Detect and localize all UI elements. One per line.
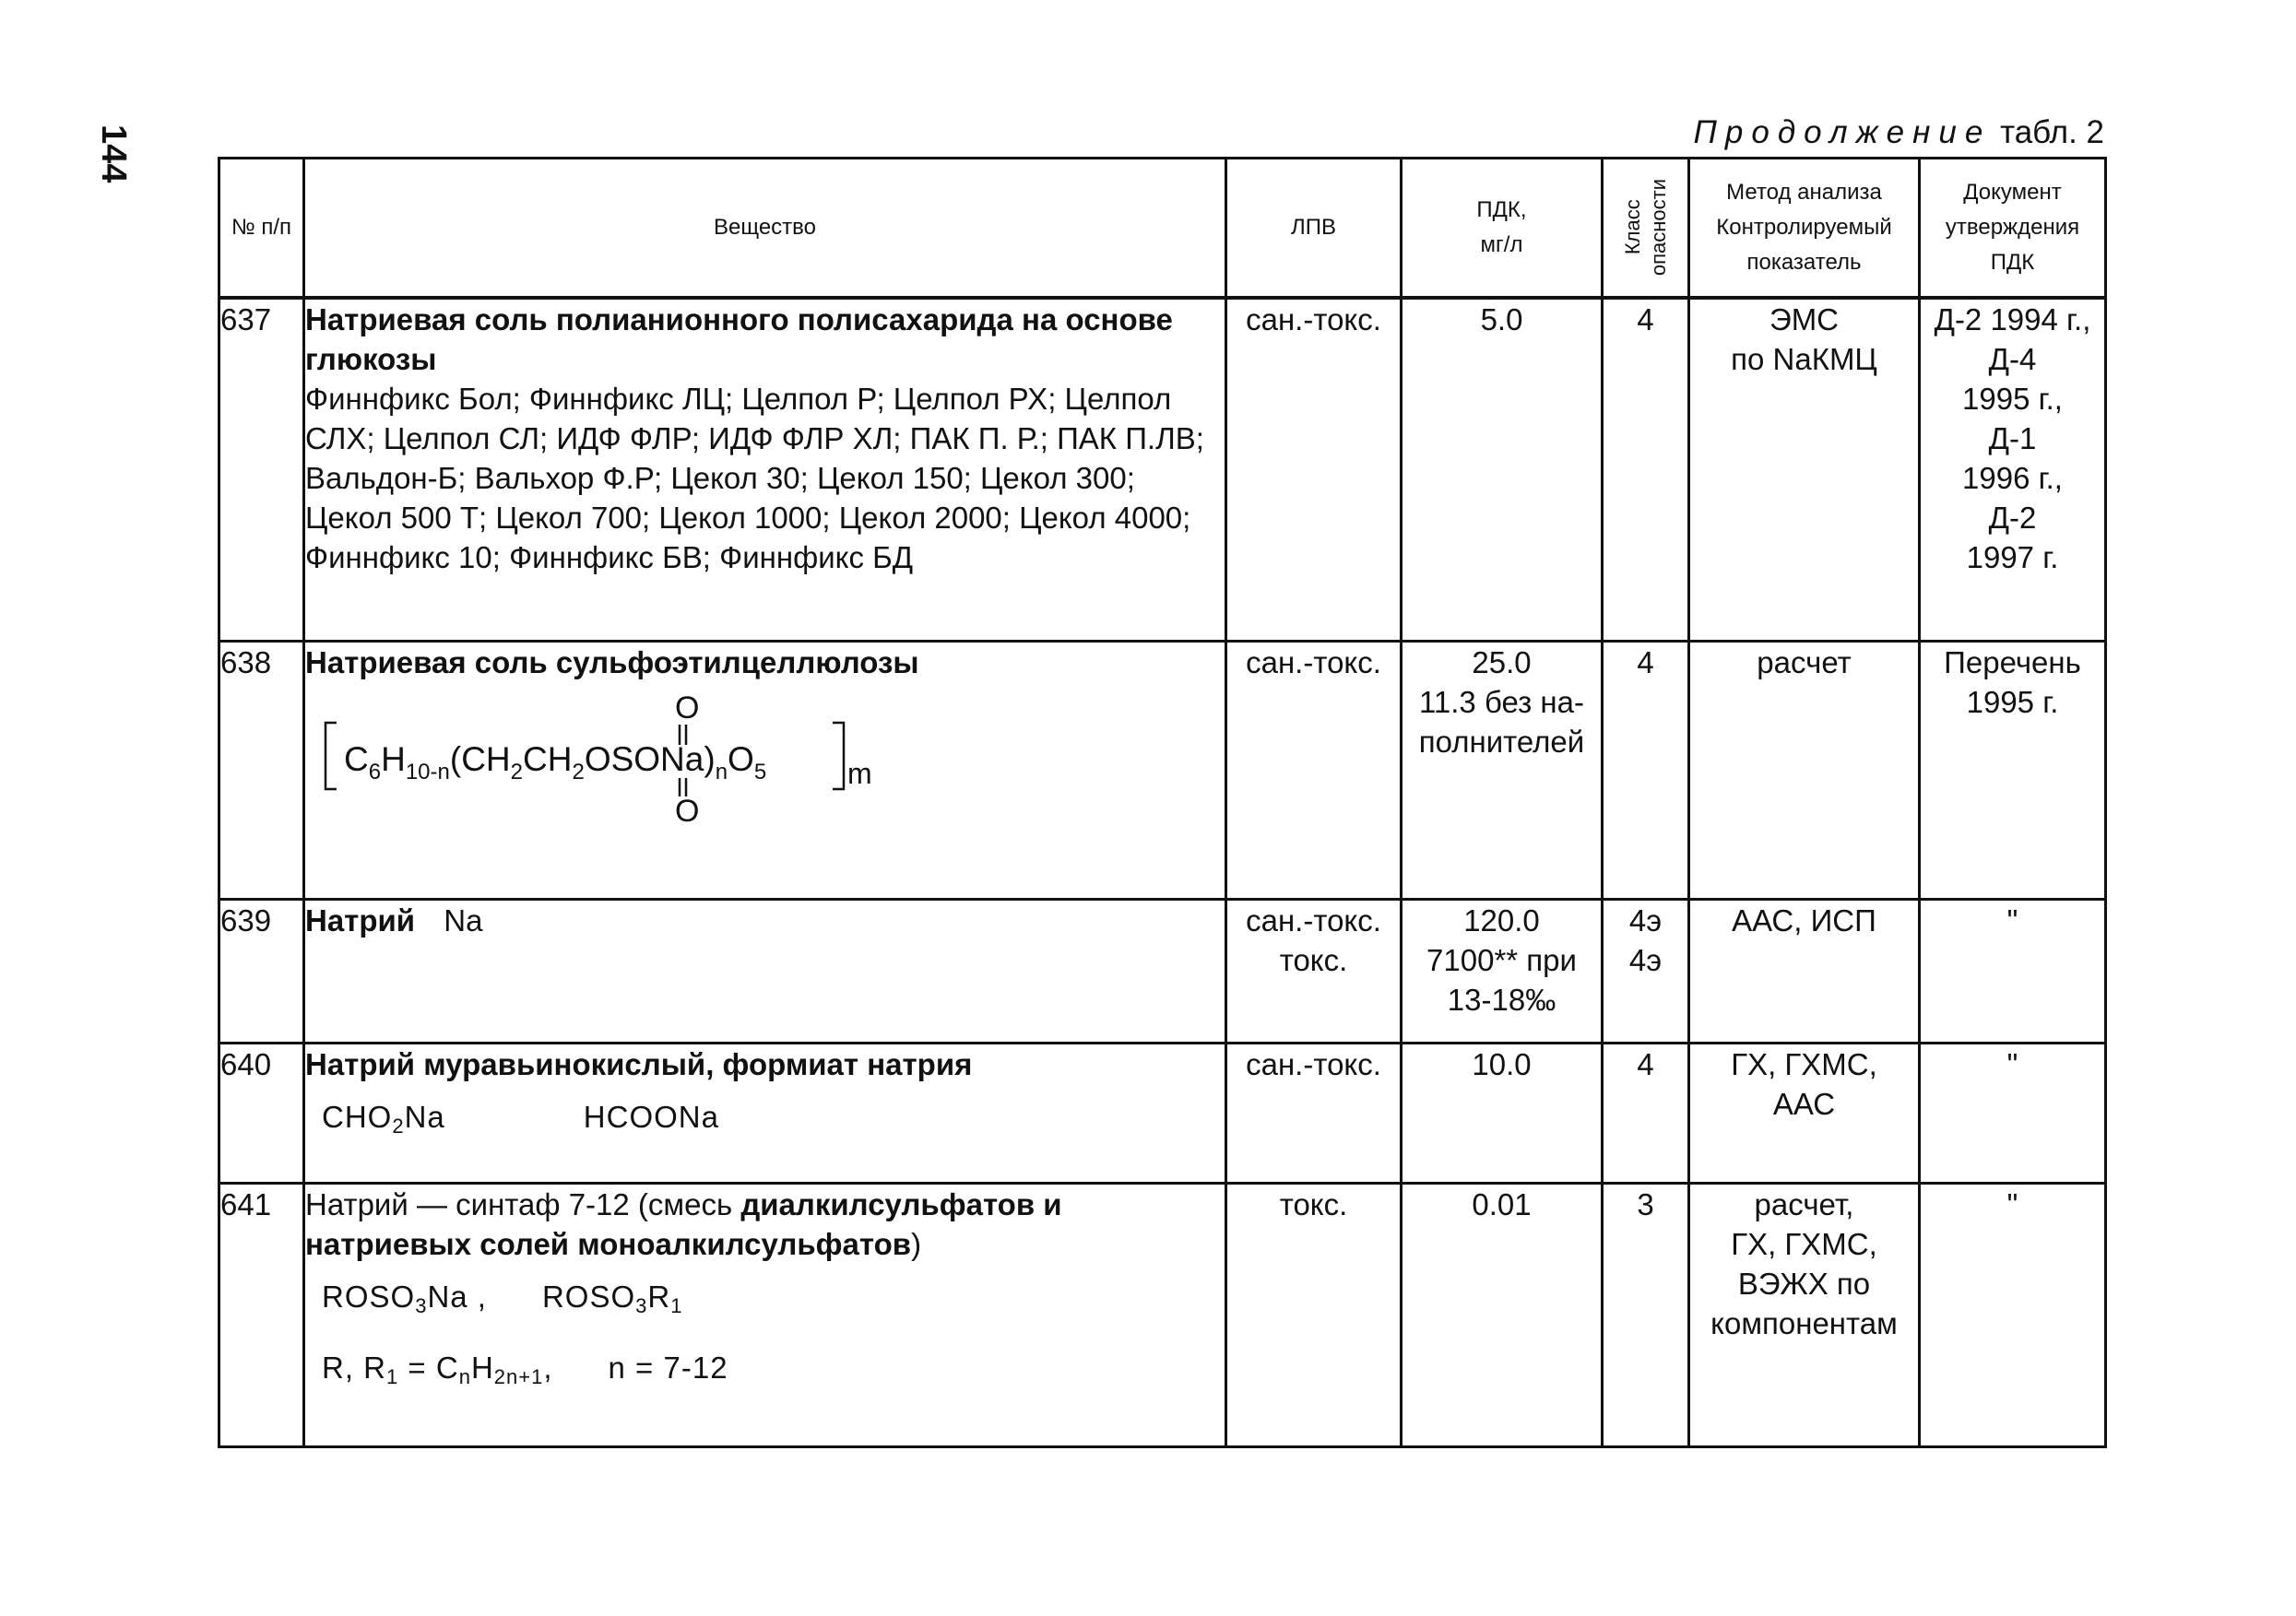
chemical-symbol: Na bbox=[444, 902, 483, 938]
method-line: по NaКМЦ bbox=[1731, 342, 1877, 376]
formula-empirical: $CHO_2Na$ bbox=[322, 1099, 445, 1138]
header-doc-line3: ПДК bbox=[1990, 250, 2035, 275]
page-number: 144 bbox=[94, 124, 133, 183]
substance-name: Натриевая соль сульфоэтилцеллюлозы bbox=[305, 644, 919, 679]
document-cell-ditto: " bbox=[1920, 899, 2106, 1043]
substance-name: Натрий — синтаф 7-12 (смесь диалкилсульфатов и натриевых солей моноалкилсульфатов) bbox=[305, 1186, 1062, 1261]
header-num: № п/п bbox=[219, 159, 304, 299]
lpv-cell: сан.-токс. bbox=[1226, 641, 1402, 899]
substance-name: Натриевая соль полианионного полисахарида на основе глюкозы bbox=[305, 302, 1173, 376]
substances-table bbox=[218, 157, 2107, 1448]
header-doc-line2: утверждения bbox=[1945, 215, 2080, 240]
pdk-cell bbox=[1402, 641, 1603, 899]
header-hazard-line2: опасности bbox=[1646, 179, 1670, 277]
lpv-cell bbox=[1226, 899, 1402, 1043]
document-line: Перечень bbox=[1944, 644, 2081, 679]
formula-line bbox=[305, 1277, 1225, 1316]
hazard-cell bbox=[1603, 899, 1689, 1043]
table-header-row bbox=[219, 159, 2106, 299]
formula-line bbox=[305, 1097, 1225, 1137]
row-number: 639 bbox=[219, 899, 304, 1043]
method-cell bbox=[1689, 1183, 1920, 1446]
formula-bracket-left bbox=[325, 723, 337, 789]
hazard-cell: 3 bbox=[1603, 1183, 1689, 1446]
hazard-cell: 4 bbox=[1603, 1043, 1689, 1183]
method-line: ВЭЖХ по bbox=[1737, 1266, 1871, 1301]
substance-cell bbox=[304, 641, 1226, 899]
hazard-cell: 4 bbox=[1603, 641, 1689, 899]
formula-subscript-m: m bbox=[847, 756, 872, 790]
header-substance: Вещество bbox=[304, 159, 1226, 299]
table-row bbox=[219, 641, 2106, 899]
method-cell bbox=[1689, 1043, 1920, 1183]
lpv-line: токс. bbox=[1279, 942, 1348, 977]
header-method bbox=[1689, 159, 1920, 299]
formula-monoalkyl: $ROSO_3R_1$ bbox=[541, 1279, 683, 1317]
lpv-line: сан.-токс. bbox=[1246, 902, 1381, 938]
document-cell-ditto: " bbox=[1920, 1183, 2106, 1446]
formula-definition: R, $R_1 = C_nH_{2n+1}$, n = 7-12 bbox=[322, 1350, 728, 1388]
document-cell bbox=[1920, 298, 2106, 641]
table-row bbox=[219, 1043, 2106, 1183]
document-line: 1995 г. bbox=[1966, 684, 2059, 719]
pdk-cell: 0.01 bbox=[1402, 1183, 1603, 1446]
table-continuation-caption bbox=[1694, 114, 2104, 151]
document-line: Д-2 bbox=[1988, 501, 2037, 535]
header-method-line3: показатель bbox=[1746, 250, 1862, 275]
formula-dialkyl: $ROSO_3Na$ , bbox=[322, 1279, 487, 1317]
header-doc-line1: Документ bbox=[1963, 180, 2062, 205]
row-number: 640 bbox=[219, 1043, 304, 1183]
continuation-label: Продолжение bbox=[1693, 114, 1992, 150]
header-pdk-line1: ПДК, bbox=[1476, 197, 1527, 222]
method-cell bbox=[1689, 298, 1920, 641]
header-lpv: ЛПВ bbox=[1226, 159, 1402, 299]
pdk-line: 11.3 без на- bbox=[1419, 684, 1584, 719]
substance-synonyms: Финнфикс Бол; Финнфикс ЛЦ; Целпол Р; Целпол РХ; Целпол СЛХ; Целпол СЛ; ИДФ ФЛР; ИДФ ФЛР ХЛ; ПАК П. Р.; ПАК П.ЛВ; Вальдон-Б; Вальхор Ф.Р; Цекол 30; Цекол 150; Цекол 300; Цекол 500 Т; Цекол 700; Цекол 1000; Цекол 2000; Цекол 4000; Финнфикс 10; Финнфикс БВ; Финнфикс БД bbox=[305, 382, 1204, 574]
formula-structural: HCOONa bbox=[583, 1099, 719, 1134]
table-reference: табл. 2 bbox=[2000, 114, 2104, 150]
header-hazard-line1: Класс bbox=[1620, 200, 1644, 255]
substance-cell bbox=[304, 899, 1226, 1043]
hazard-line: 4э bbox=[1628, 902, 1663, 938]
formula-oxygen-top: O bbox=[675, 690, 700, 725]
method-cell: ААС, ИСП bbox=[1689, 899, 1920, 1043]
table-row bbox=[219, 298, 2106, 641]
method-line: ААС bbox=[1772, 1086, 1836, 1121]
hazard-line: 4э bbox=[1628, 942, 1663, 977]
pdk-line: полнителей bbox=[1418, 724, 1585, 759]
table-row bbox=[219, 899, 2106, 1043]
pdk-line: 7100** при bbox=[1426, 942, 1577, 977]
header-method-line2: Контролируемый bbox=[1716, 215, 1892, 240]
substance-name: Натрий муравьинокислый, формиат натрия bbox=[305, 1046, 973, 1081]
method-line: ЭМС bbox=[1769, 302, 1840, 336]
lpv-cell: токс. bbox=[1226, 1183, 1402, 1446]
document-line: 1996 г., bbox=[1962, 461, 2063, 495]
document-line: Д-1 bbox=[1988, 421, 2037, 455]
formula-main: $C_6H_{10-n}(CH_2CH_2OSONa)_nO_5$ bbox=[344, 739, 767, 784]
pdk-cell: 5.0 bbox=[1402, 298, 1603, 641]
header-method-line1: Метод анализа bbox=[1726, 180, 1882, 205]
row-number: 638 bbox=[219, 641, 304, 899]
lpv-cell: сан.-токс. bbox=[1226, 1043, 1402, 1183]
document-line: 1995 г., bbox=[1962, 382, 2063, 416]
method-line: ГХ, ГХМС, bbox=[1731, 1226, 1877, 1261]
method-line: ГХ, ГХМС, bbox=[1731, 1046, 1877, 1081]
substance-name: Натрий bbox=[305, 902, 416, 938]
pdk-line: 120.0 bbox=[1463, 902, 1540, 938]
document-cell bbox=[1920, 641, 2106, 899]
method-line: компонентам bbox=[1710, 1305, 1898, 1340]
document-cell-ditto: " bbox=[1920, 1043, 2106, 1183]
formula-bracket-right bbox=[833, 723, 844, 789]
substance-cell bbox=[304, 1183, 1226, 1446]
header-document bbox=[1920, 159, 2106, 299]
document-line: 1997 г. bbox=[1966, 540, 2059, 574]
substance-cell bbox=[304, 1043, 1226, 1183]
document-line: Д-4 bbox=[1988, 342, 2037, 376]
header-pdk bbox=[1402, 159, 1603, 299]
pdk-cell bbox=[1402, 899, 1603, 1043]
method-line: расчет, bbox=[1754, 1186, 1854, 1221]
pdk-line: 25.0 bbox=[1472, 644, 1532, 679]
row-number: 641 bbox=[219, 1183, 304, 1446]
header-pdk-line2: мг/л bbox=[1480, 232, 1523, 257]
header-hazard-class bbox=[1603, 159, 1689, 299]
hazard-cell: 4 bbox=[1603, 298, 1689, 641]
lpv-cell: сан.-токс. bbox=[1226, 298, 1402, 641]
row-number: 637 bbox=[219, 298, 304, 641]
formula-oxygen-bottom: O bbox=[675, 793, 700, 826]
pdk-cell: 10.0 bbox=[1402, 1043, 1603, 1183]
structural-formula bbox=[320, 688, 910, 826]
method-cell: расчет bbox=[1689, 641, 1920, 899]
pdk-line: 13-18‰ bbox=[1447, 982, 1556, 1017]
table-row bbox=[219, 1183, 2106, 1446]
document-line: Д-2 1994 г., bbox=[1934, 302, 2091, 336]
substance-cell bbox=[304, 298, 1226, 641]
